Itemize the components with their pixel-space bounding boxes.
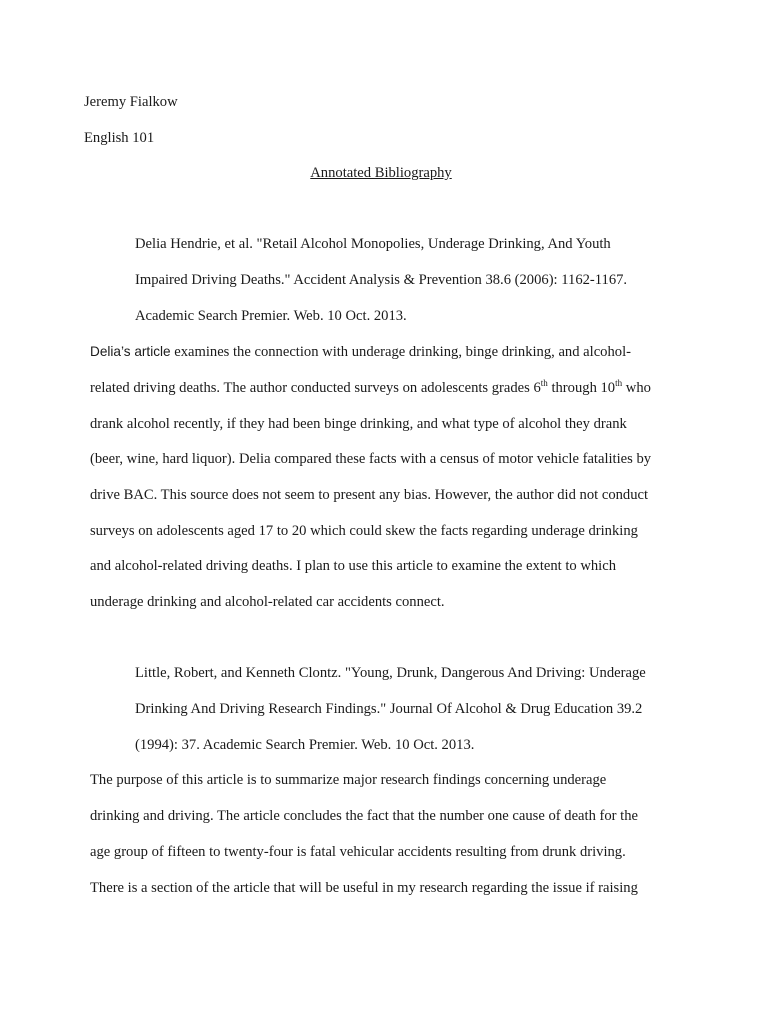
annotation-line: There is a section of the article that will be useful in my research regarding the issue if raising <box>90 880 638 896</box>
annotation-text: who <box>622 380 651 396</box>
annotation-line: and alcohol-related driving deaths. I plan to use this article to examine the extent to which <box>90 558 617 574</box>
annotation-line: The purpose of this article is to summarize major research findings concerning underage <box>90 772 607 788</box>
citation-line: Academic Search Premier. Web. 10 Oct. 2013. <box>135 308 407 324</box>
annotation-text: examines the connection with underage drinking, binge drinking, and alcohol- <box>170 344 631 360</box>
ordinal-suffix: th <box>615 378 623 388</box>
annotation-line: age group of fifteen to twenty-four is fatal vehicular accidents resulting from drunk driving. <box>90 844 626 860</box>
ordinal-suffix: th <box>540 378 548 388</box>
citation-line: Delia Hendrie, et al. "Retail Alcohol Monopolies, Underage Drinking, And Youth <box>135 236 611 252</box>
annotation-lead: Delia’s article <box>90 344 171 359</box>
course-name: English 101 <box>84 130 155 146</box>
citation-line: (1994): 37. Academic Search Premier. Web. 10 Oct. 2013. <box>135 737 475 753</box>
annotation-line: drinking and driving. The article concludes the fact that the number one cause of death for the <box>90 808 639 824</box>
citation-line: Drinking And Driving Research Findings." Journal Of Alcohol & Drug Education 39.2 <box>135 701 643 717</box>
annotation-line: (beer, wine, hard liquor). Delia compared these facts with a census of motor vehicle fatalities by <box>90 451 652 467</box>
annotation-line <box>90 379 651 397</box>
annotation-line: drive BAC. This source does not seem to present any bias. However, the author did not conduct <box>90 487 649 503</box>
author-name: Jeremy Fialkow <box>84 94 178 110</box>
annotation-text: through 10 <box>547 380 616 396</box>
annotation-line: surveys on adolescents aged 17 to 20 which could skew the facts regarding underage drinking <box>90 523 638 539</box>
annotation-line <box>90 343 631 361</box>
annotation-text: related driving deaths. The author conducted surveys on adolescents grades 6 <box>90 380 541 396</box>
annotation-line: underage drinking and alcohol-related car accidents connect. <box>90 594 445 610</box>
citation-line: Little, Robert, and Kenneth Clontz. "Young, Drunk, Dangerous And Driving: Underage <box>135 665 646 681</box>
citation-line: Impaired Driving Deaths." Accident Analysis & Prevention 38.6 (2006): 1162-1167. <box>135 272 628 288</box>
document-title: Annotated Bibliography <box>310 165 452 181</box>
annotation-line: drank alcohol recently, if they had been binge drinking, and what type of alcohol they drank <box>90 416 627 432</box>
